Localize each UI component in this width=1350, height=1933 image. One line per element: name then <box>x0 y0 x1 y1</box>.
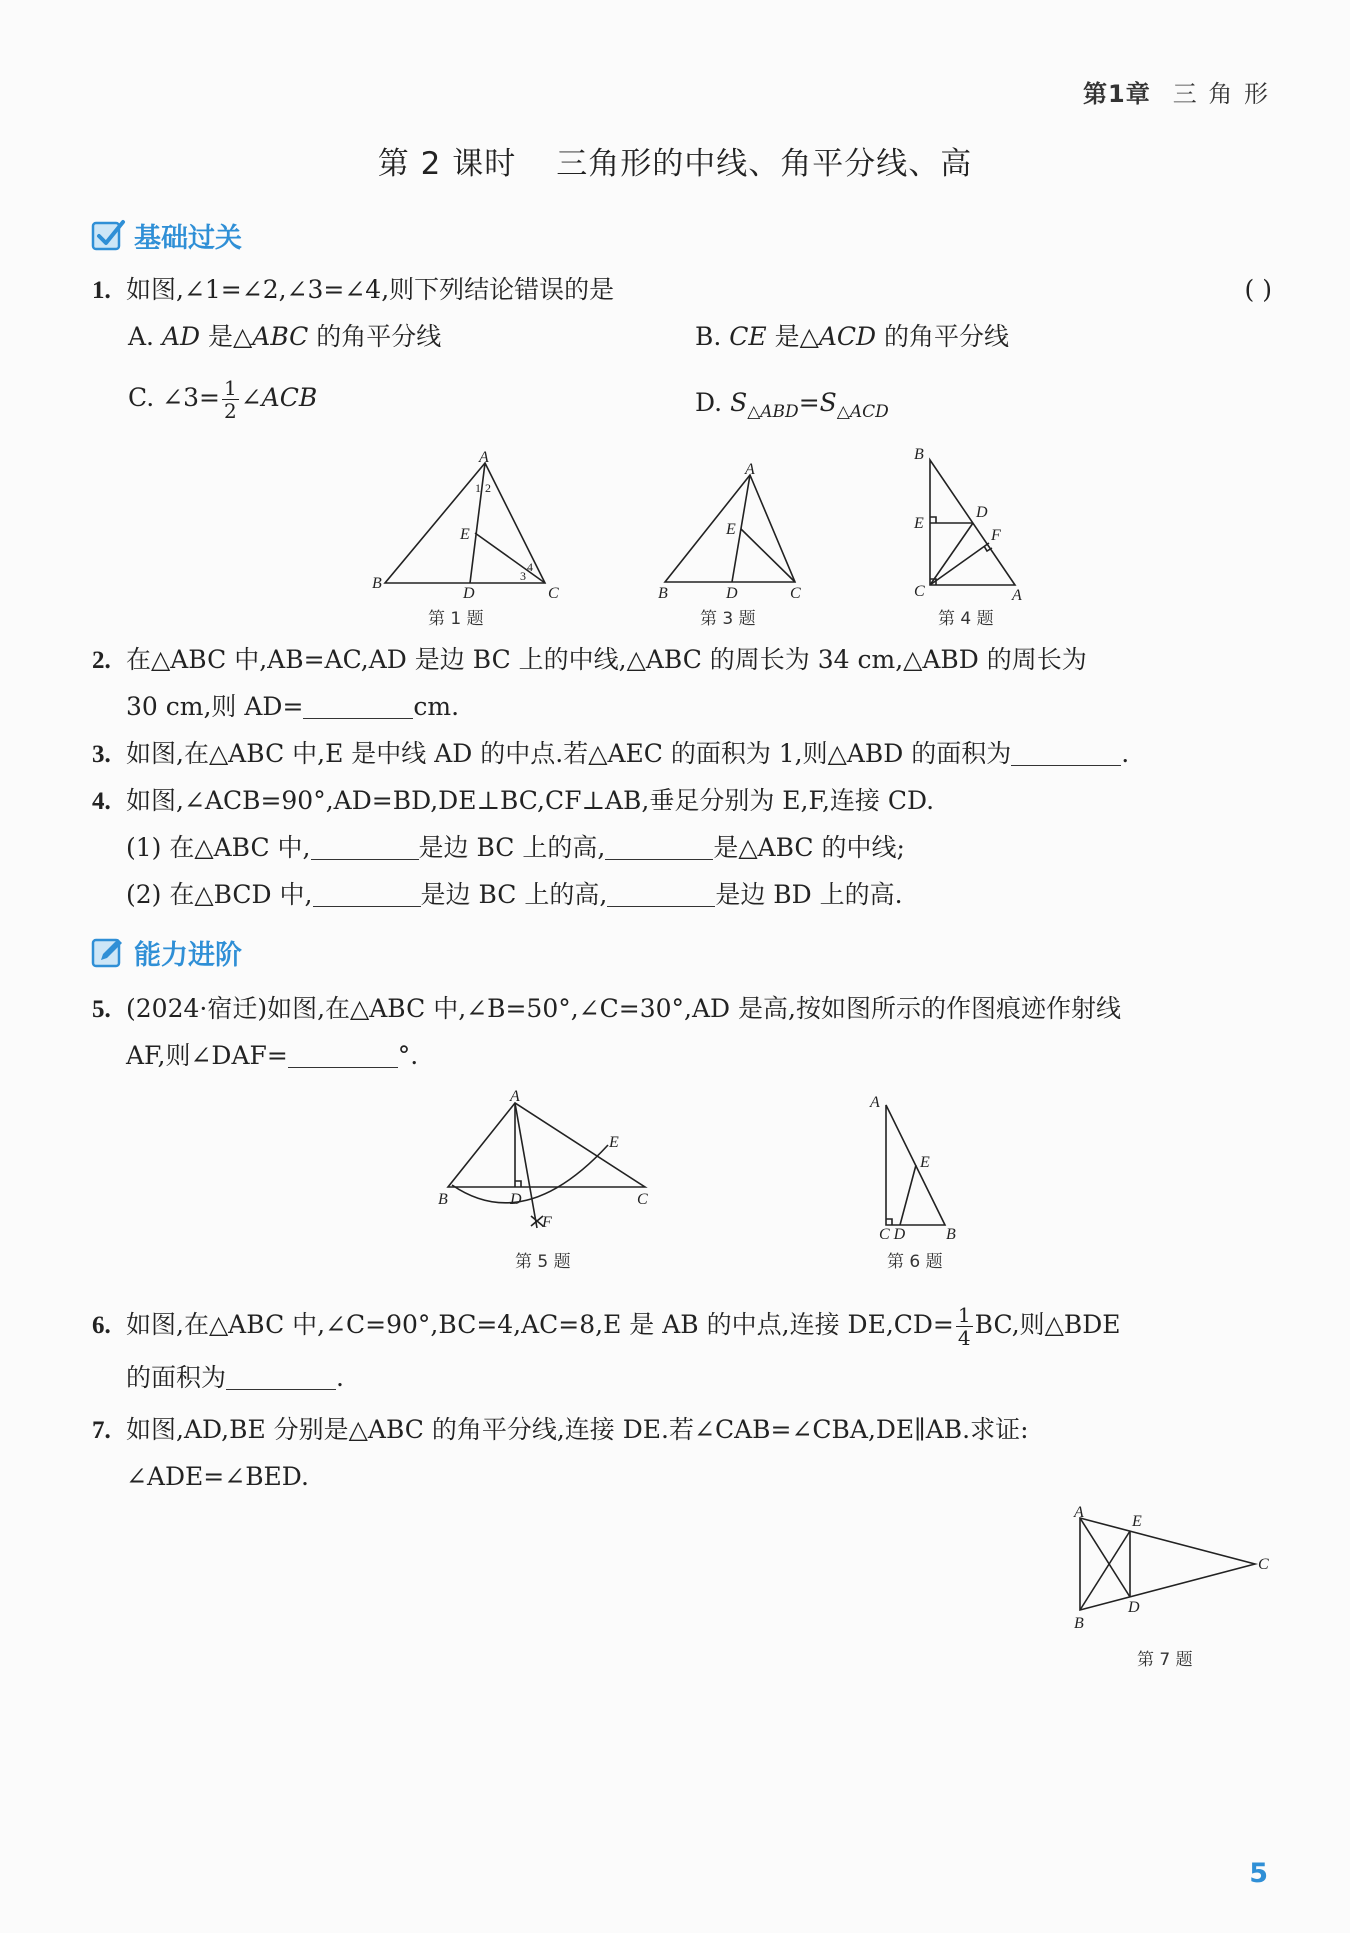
fig1-label-c: C <box>548 585 559 602</box>
question-7-line2: ∠ADE=∠BED. <box>126 1462 309 1491</box>
fig3-segment-ec <box>741 529 795 582</box>
question-7-line1: 如图,AD,BE 分别是△ABC 的角平分线,连接 DE.若∠CAB=∠CBA,DE∥AB.求证: <box>126 1415 1029 1444</box>
fig4-altitude-cf <box>930 543 989 585</box>
frac-num: 1 <box>957 1303 971 1327</box>
option-a-label: A. <box>128 322 155 351</box>
option-d-sub2: △ACD <box>836 402 889 422</box>
question-4-part2 <box>126 880 903 910</box>
question-6-line1-post: BC,则△BDE <box>974 1310 1121 1339</box>
answer-blank[interactable] <box>607 882 715 907</box>
figure-6 <box>860 1085 970 1243</box>
q4-part2-c: 是边 BD 上的高. <box>715 880 903 909</box>
option-c-pre: ∠3= <box>162 383 220 412</box>
fig3-caption: 第 3 题 <box>700 609 756 629</box>
section-advanced-label: 能力进阶 <box>134 940 242 971</box>
option-d <box>695 388 889 427</box>
fig5-label-c: C <box>637 1191 648 1208</box>
question-6-line2-post: . <box>336 1363 344 1392</box>
option-b-end: 的角平分线 <box>876 322 1010 351</box>
question-6-line2-pre: 的面积为 <box>126 1363 227 1392</box>
question-4-part1 <box>126 833 905 863</box>
option-a-seg: AD <box>161 322 201 351</box>
fig5-label-b: B <box>438 1191 448 1208</box>
question-3-number: 3. <box>92 741 111 768</box>
question-6-line1-pre: 如图,在△ABC 中,∠C=90°,BC=4,AC=8,E 是 AB 的中点,连接 DE,CD= <box>126 1310 954 1339</box>
option-d-eq: = <box>798 388 820 417</box>
fig6-segment-de <box>900 1165 916 1225</box>
q4-part2-a: (2) 在△BCD 中, <box>126 880 313 909</box>
question-5-line2-pre: AF,则∠DAF= <box>126 1041 288 1070</box>
fig1-label-b: B <box>372 575 382 592</box>
fig6-right-mark <box>886 1219 892 1225</box>
section-basic-label: 基础过关 <box>134 223 242 254</box>
option-b-label: B. <box>695 322 722 351</box>
lesson-title <box>0 138 1350 183</box>
fig4-caption: 第 4 题 <box>938 609 994 629</box>
fig6-label-e: E <box>920 1154 930 1171</box>
figure-5 <box>430 1085 660 1235</box>
fig7-label-b: B <box>1074 1615 1084 1632</box>
fig4-label-f: F <box>991 527 1001 544</box>
fig3-label-a: A <box>745 461 755 478</box>
q4-part1-c: 是△ABC 的中线; <box>713 833 905 862</box>
fig5-caption: 第 5 题 <box>515 1252 571 1272</box>
fig6-caption: 第 6 题 <box>887 1252 943 1272</box>
fig1-angle-1: 1 <box>475 481 481 495</box>
fig1-label-d: D <box>463 585 475 602</box>
question-3 <box>92 739 1129 770</box>
question-1-number: 1. <box>92 277 111 304</box>
question-4-number: 4. <box>92 788 111 815</box>
option-a-mid: 是△ <box>200 322 253 351</box>
option-b-tri: ACD <box>818 322 877 351</box>
fig3-label-e: E <box>726 521 736 538</box>
fig3-label-c: C <box>790 585 801 602</box>
figure-3 <box>650 455 810 602</box>
question-6 <box>92 1304 1121 1349</box>
question-2-line2-pre: 30 cm,则 AD= <box>126 692 304 721</box>
fig7-label-c: C <box>1258 1556 1269 1573</box>
option-b-mid: 是△ <box>766 322 819 351</box>
question-5 <box>92 994 1121 1025</box>
fig4-label-e: E <box>914 515 924 532</box>
fig7-triangle <box>1080 1518 1255 1610</box>
question-7 <box>92 1415 1029 1446</box>
page-number: 5 <box>1249 1858 1268 1889</box>
question-2 <box>92 645 1087 676</box>
figure-1 <box>360 448 560 602</box>
option-d-s2: S <box>819 388 837 417</box>
question-6-number: 6. <box>92 1312 111 1339</box>
question-5-cont <box>126 1041 418 1071</box>
question-3-end: . <box>1121 739 1130 768</box>
answer-blank[interactable] <box>226 1365 336 1390</box>
frac-num: 1 <box>223 376 237 400</box>
fig5-label-d: D <box>510 1191 522 1208</box>
lesson-topic: 三角形的中线、角平分线、高 <box>556 146 973 182</box>
q4-part1-a: (1) 在△ABC 中, <box>126 833 311 862</box>
option-c-fraction <box>222 377 239 422</box>
question-5-line1: (2024·宿迁)如图,在△ABC 中,∠B=50°,∠C=30°,AD 是高,按如图所示的作图痕迹作射线 <box>126 994 1121 1023</box>
option-c-post: ∠ACB <box>240 383 318 412</box>
fig6-label-b: B <box>946 1226 956 1243</box>
frac-den: 4 <box>957 1326 971 1350</box>
question-1-stem: 如图,∠1=∠2,∠3=∠4,则下列结论错误的是 <box>126 275 615 304</box>
question-5-number: 5. <box>92 996 111 1023</box>
fig7-label-e: E <box>1132 1513 1142 1530</box>
question-4 <box>92 786 934 817</box>
fig7-label-d: D <box>1128 1599 1140 1616</box>
fig7-label-a: A <box>1074 1504 1084 1521</box>
option-c <box>128 377 317 422</box>
option-b-seg: CE <box>729 322 767 351</box>
fig6-label-cd: C D <box>879 1226 906 1243</box>
fig1-angle-2: 2 <box>485 481 491 495</box>
question-6-cont <box>126 1363 344 1393</box>
lesson-number: 第 2 课时 <box>377 146 517 182</box>
question-2-number: 2. <box>92 647 111 674</box>
question-3-text: 如图,在△ABC 中,E 是中线 AD 的中点.若△AEC 的面积为 1,则△ABD 的面积为 <box>126 739 1012 768</box>
fig5-label-a: A <box>510 1088 520 1105</box>
q4-part2-b: 是边 BC 上的高, <box>420 880 608 909</box>
fig5-label-f: F <box>542 1214 552 1231</box>
question-5-line2-post: °. <box>397 1041 419 1070</box>
chapter-header <box>1083 74 1270 109</box>
option-a-end: 的角平分线 <box>308 322 442 351</box>
fig4-median-cd <box>930 523 973 585</box>
answer-bracket: ( ) <box>1244 275 1272 304</box>
fig5-ray-af <box>515 1103 537 1228</box>
option-d-label: D. <box>695 388 723 417</box>
section-advanced <box>90 933 242 972</box>
fig1-segment-ce <box>475 533 545 583</box>
option-a <box>128 322 441 352</box>
answer-blank[interactable] <box>313 882 421 907</box>
question-2-cont <box>126 692 459 722</box>
fig1-caption: 第 1 题 <box>428 609 484 629</box>
fig4-right-mark-e <box>930 517 936 523</box>
option-c-label: C. <box>128 383 155 412</box>
answer-blank[interactable] <box>288 1043 398 1068</box>
question-7-number: 7. <box>92 1417 111 1444</box>
fig6-label-a: A <box>870 1094 880 1111</box>
option-a-tri: ABC <box>252 322 309 351</box>
fig4-label-a: A <box>1012 587 1022 604</box>
question-7-cont <box>126 1462 309 1492</box>
fig1-label-a: A <box>479 449 489 466</box>
answer-blank[interactable] <box>605 835 713 860</box>
answer-blank[interactable] <box>1011 741 1121 766</box>
fig4-label-c: C <box>914 583 925 600</box>
option-d-s1: S <box>730 388 748 417</box>
fig4-label-b: B <box>914 446 924 463</box>
chapter-name: 三 角 形 <box>1172 80 1270 108</box>
question-4-stem: 如图,∠ACB=90°,AD=BD,DE⊥BC,CF⊥AB,垂足分别为 E,F,连接 CD. <box>126 786 935 815</box>
fig1-label-e: E <box>460 526 470 543</box>
question-1 <box>92 275 614 306</box>
fig1-angle-4: 4 <box>527 560 533 574</box>
option-d-sub1: △ABD <box>747 402 799 422</box>
option-b <box>695 322 1009 352</box>
pencil-icon <box>90 935 126 971</box>
answer-blank[interactable] <box>311 835 419 860</box>
fig4-label-d: D <box>976 504 988 521</box>
question-2-line2-post: cm. <box>413 692 460 721</box>
answer-blank[interactable] <box>303 694 413 719</box>
fig7-caption: 第 7 题 <box>1137 1650 1193 1670</box>
fig1-angle-3: 3 <box>520 569 526 583</box>
q4-part1-b: 是边 BC 上的高, <box>418 833 606 862</box>
frac-den: 2 <box>223 399 237 423</box>
question-2-line1: 在△ABC 中,AB=AC,AD 是边 BC 上的中线,△ABC 的周长为 34 cm,△ABD 的周长为 <box>126 645 1087 674</box>
fig5-right-mark <box>515 1181 521 1187</box>
checkbox-icon <box>90 218 126 254</box>
fig3-label-d: D <box>726 585 738 602</box>
chapter-number: 第1章 <box>1083 80 1151 108</box>
figure-7 <box>1060 1500 1275 1635</box>
section-basic <box>90 216 242 255</box>
figure-4 <box>900 445 1030 604</box>
fig5-label-e: E <box>609 1134 619 1151</box>
q6-fraction <box>956 1304 973 1349</box>
fig3-label-b: B <box>658 585 668 602</box>
